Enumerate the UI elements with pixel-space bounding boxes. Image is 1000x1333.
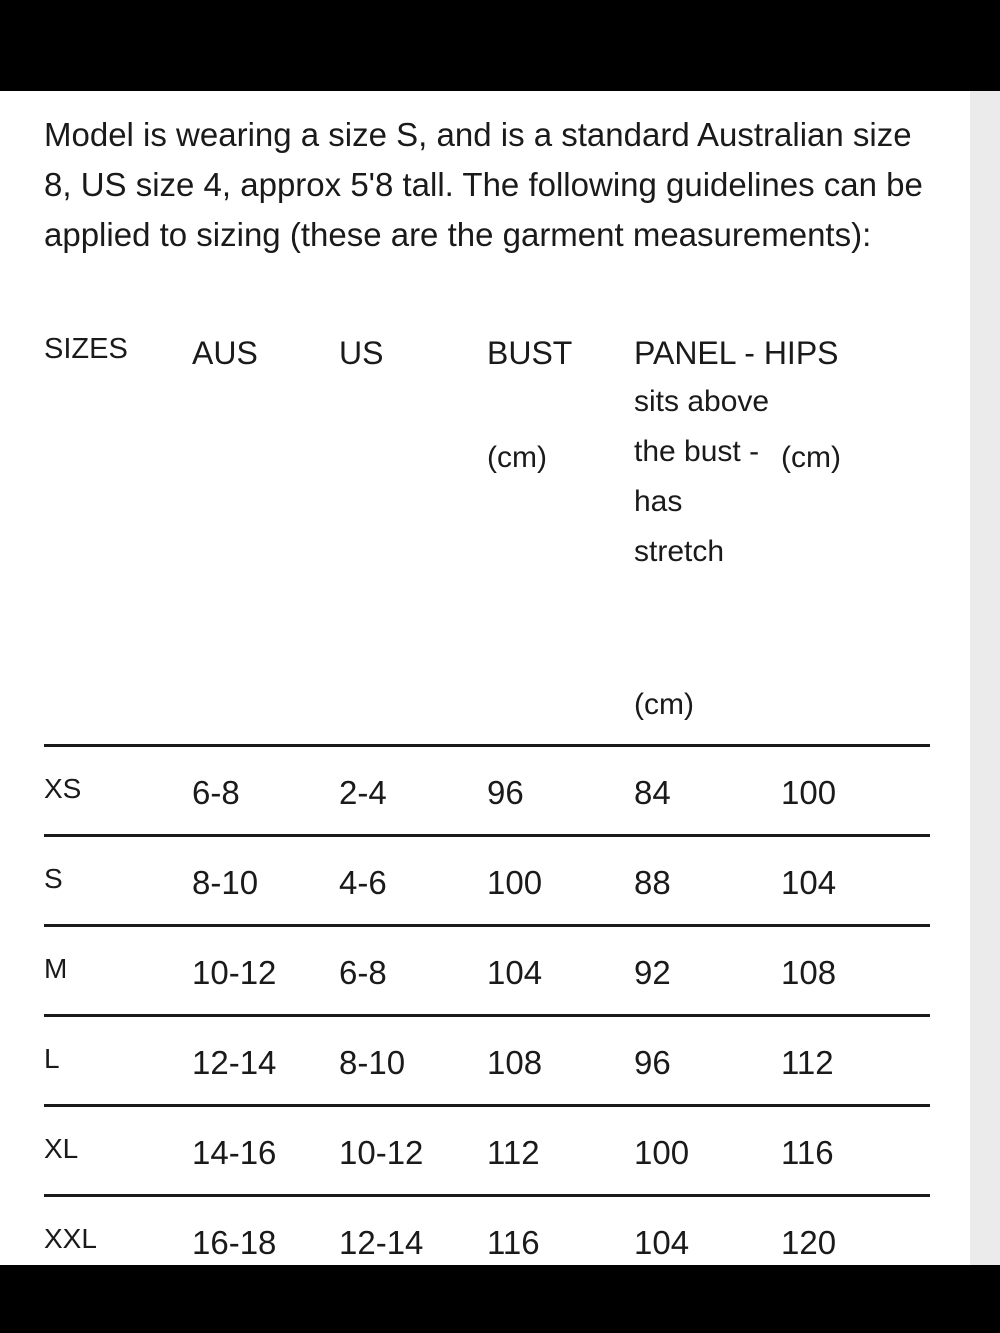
- row-divider: [44, 1104, 930, 1107]
- bust-cell: 108: [487, 1044, 543, 1081]
- size-cell: M: [44, 953, 68, 984]
- panel-description: sits above the bust - has stretch: [634, 385, 770, 568]
- aus-cell: 16-18: [192, 1224, 277, 1261]
- header-panel-unit: (cm): [634, 688, 694, 721]
- size-cell: XS: [44, 773, 82, 804]
- aus-cell: 12-14: [192, 1044, 277, 1081]
- us-cell: 6-8: [339, 954, 387, 991]
- aus-cell: 6-8: [192, 774, 240, 811]
- top-black-bar: [0, 0, 1000, 91]
- hips-cell: 116: [781, 1134, 834, 1171]
- hips-cell: 120: [781, 1224, 837, 1261]
- row-divider: [44, 1014, 930, 1017]
- header-bust: BUST: [487, 335, 573, 371]
- hips-cell: 108: [781, 954, 837, 991]
- row-divider: [44, 744, 930, 747]
- header-sizes: SIZES: [44, 333, 128, 365]
- size-cell: L: [44, 1043, 60, 1074]
- hips-cell: 104: [781, 864, 837, 901]
- size-cell: XXL: [44, 1223, 97, 1254]
- size-cell: S: [44, 863, 63, 894]
- hips-cell: 112: [781, 1044, 834, 1081]
- us-cell: 12-14: [339, 1224, 424, 1261]
- row-divider: [44, 834, 930, 837]
- aus-cell: 8-10: [192, 864, 259, 901]
- us-cell: 10-12: [339, 1134, 424, 1171]
- us-cell: 4-6: [339, 864, 387, 901]
- aus-cell: 10-12: [192, 954, 277, 991]
- row-divider: [44, 924, 930, 927]
- header-hips-unit: (cm): [781, 441, 841, 474]
- bust-cell: 104: [487, 954, 543, 991]
- bust-cell: 100: [487, 864, 543, 901]
- size-cell: XL: [44, 1133, 79, 1164]
- panel-cell: 96: [634, 1044, 671, 1081]
- row-divider: [44, 1194, 930, 1197]
- panel-cell: 100: [634, 1134, 690, 1171]
- header-aus: AUS: [192, 335, 258, 371]
- bust-cell: 116: [487, 1224, 540, 1261]
- hips-cell: 100: [781, 774, 837, 811]
- intro-text: Model is wearing a size S, and is a standard Australian size 8, US size 4, approx 5'8 tall. The following guidelines can be applied to sizing (these are the garment measurements):: [44, 116, 923, 253]
- panel-cell: 88: [634, 864, 671, 901]
- size-guide-page: [0, 91, 970, 1265]
- header-bust-unit: (cm): [487, 441, 547, 474]
- us-cell: 2-4: [339, 774, 387, 811]
- panel-cell: 84: [634, 774, 671, 811]
- aus-cell: 14-16: [192, 1134, 277, 1171]
- bottom-black-bar: [0, 1265, 1000, 1333]
- bust-cell: 112: [487, 1134, 540, 1171]
- header-panel-hips: PANEL - HIPS: [634, 335, 839, 371]
- right-scroll-strip: [970, 91, 1000, 1265]
- panel-cell: 92: [634, 954, 671, 991]
- header-us: US: [339, 335, 384, 371]
- bust-cell: 96: [487, 774, 524, 811]
- panel-cell: 104: [634, 1224, 690, 1261]
- us-cell: 8-10: [339, 1044, 406, 1081]
